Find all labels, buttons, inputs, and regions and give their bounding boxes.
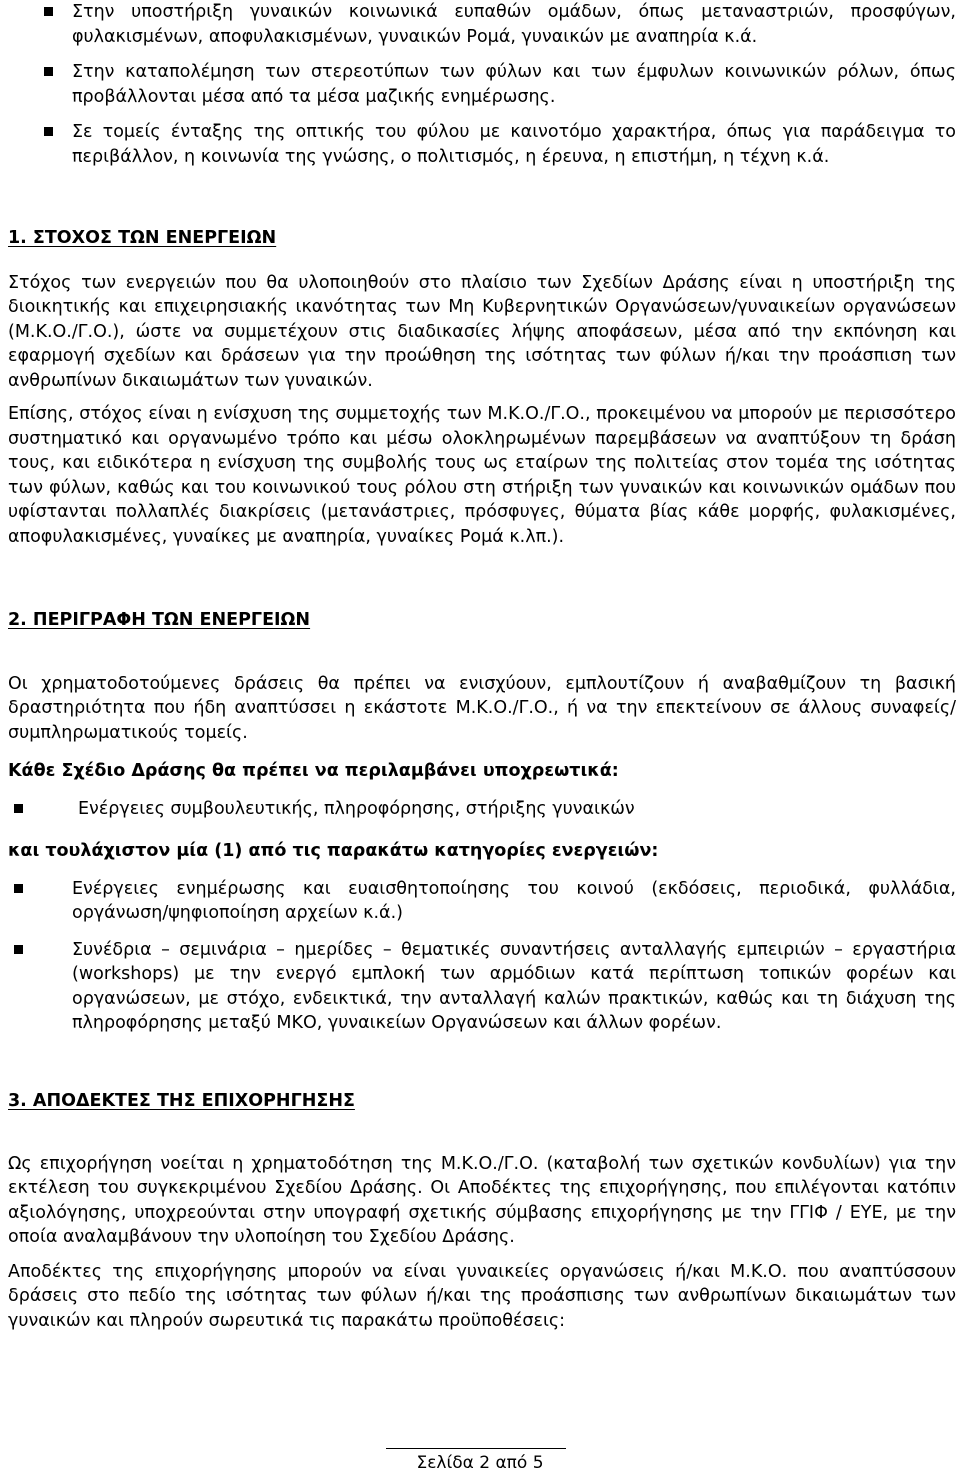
section-1 [8,226,956,549]
list-item-text: Ενέργειες ενημέρωσης και ευαισθητοποίησης του κοινού (εκδόσεις, περιοδικά, φυλλάδια, οργάνωση/ψηφιοποίηση αρχείων κ.ά.) [72,878,956,923]
bullet-square-icon [44,67,53,76]
paragraph: Στόχος των ενεργειών που θα υλοποιηθούν στο πλαίσιο των Σχεδίων Δράσης είναι η υποστήριξη της διοικητικής και επιχειρησιακής ικανότητας των Μη Κυβερνητικών Οργανώσεων/γυναικείων οργανώσεων (Μ.Κ.Ο./Γ.Ο.), ώστε να συμμετέχουν στις διαδικασίες λήψης αποφάσεων, μέσα από την εκπόνηση και εφαρμογή σχεδίων και δράσεων για την προώθηση της ισότητας των φύλων ή/και την προάσπιση των ανθρωπίνων δικαιωμάτων των γυναικών. [8,272,956,391]
list-item-text: Στην υποστήριξη γυναικών κοινωνικά ευπαθών ομάδων, όπως μεταναστριών, προσφύγων, φυλακισμένων, αποφυλακισμένων, γυναικών Ρομά, γυναικών με αναπηρία κ.ά. [72,2,956,47]
optional-label: και τουλάχιστον μία (1) από τις παρακάτω κατηγορίες ενεργειών: [8,841,659,861]
bullet-square-icon [14,804,23,813]
list-item [72,60,956,109]
paragraph: Επίσης, στόχος είναι η ενίσχυση της συμμετοχής των Μ.Κ.Ο./Γ.Ο., προκειμένου να μπορούν με περισσότερο συστηματικό και οργανωμένο τρόπο και μέσω ολοκληρωμένων παρεμβάσεων να αναπτύξουν τη δράση τους, και ειδικότερα η ενίσχυση της συμβολής τους ως εταίρων της πολιτείας στον τομέα της ισότητας των φύλων, καθώς και του κοινωνικού τους ρόλου στη στήριξη των γυναικών και κοινωνικών ομάδων που υφίστανται πολλαπλές διακρίσεις (μετανάστριες, πρόσφυγες, θύματα βίας κάθε μορφής, φυλακισμένες, αποφυλακισμένες, γυναίκες με αναπηρία, γυναίκες Ρομά κ.λπ.). [8,404,956,547]
list-item-text: Ενέργειες συμβουλευτικής, πληροφόρησης, στήριξης γυναικών [78,798,635,819]
paragraph: Αποδέκτες της επιχορήγησης μπορούν να είναι γυναικείες οργανώσεις ή/και Μ.Κ.Ο. που αναπτύσσουν δράσεις στο πεδίο της ισότητας των φύλων ή/και της προάσπισης των ανθρωπίνων δικαιωμάτων των γυναικών και πληρούν σωρευτικά τις παρακάτω προϋποθέσεις: [8,1261,956,1331]
optional-list [72,877,956,1036]
list-item-text: Συνέδρια – σεμινάρια – ημερίδες – θεματικές συναντήσεις ανταλλαγής εμπειριών – εργαστήρια (workshops) με την ενεργό εμπλοκή των αρμόδιων κατά περίπτωση τοπικών φορέων και οργανώσεων, με στόχο, ενδεικτικά, την ανταλλαγή καλών πρακτικών, καθώς και τη διάχυση της πληροφόρησης μεταξύ ΜΚΟ, γυναικείων Οργανώσεων και άλλων φορέων. [72,939,956,1033]
list-item [78,797,956,822]
paragraph: Οι χρηματοδοτούμενες δράσεις θα πρέπει να ενισχύουν, εμπλουτίζουν ή αναβαθμίζουν τη βασική δραστηριότητα που ήδη αναπτύσσει η εκάστοτε Μ.Κ.Ο./Γ.Ο., ή να την επεκτείνουν σε άλλους συναφείς/συμπληρωματικούς τομείς. [8,673,956,743]
section-heading: 2. ΠΕΡΙΓΡΑΦΗ ΤΩΝ ΕΝΕΡΓΕΙΩΝ [8,610,311,630]
section-2 [8,608,956,1036]
bullet-square-icon [44,127,53,136]
section-3 [8,1089,956,1333]
bullet-square-icon [44,7,53,16]
list-item [72,938,956,1036]
page-number: Σελίδα 2 από 5 [416,1453,544,1473]
footer-divider [386,1448,566,1449]
list-item-text: Στην καταπολέμηση των στερεοτύπων των φύλων και των έμφυλων κοινωνικών ρόλων, όπως προβάλλονται μέσα από τα μέσα μαζικής ενημέρωσης. [72,62,956,107]
paragraph: Ως επιχορήγηση νοείται η χρηματοδότηση της Μ.Κ.Ο./Γ.Ο. (καταβολή των σχετικών κονδυλίων) για την εκτέλεση του συγκεκριμένου Σχεδίου Δράσης. Οι Αποδέκτες της επιχορήγησης, που επιλέγονται κατόπιν αξιολόγησης, υποχρεούνται στην υπογραφή σχετικής σύμβασης επιχορήγησης με την ΓΓΙΦ / ΕΥΕ, με την οποία αναλαμβάνουν την υλοποίηση του Σχεδίου Δράσης. [8,1153,956,1247]
list-item-text: Σε τομείς ένταξης της οπτικής του φύλου με καινοτόμο χαρακτήρα, όπως για παράδειγμα το περιβάλλον, η κοινωνία της γνώσης, ο πολιτισμός, η έρευνα, η επιστήμη, η τέχνη κ.ά. [72,122,956,167]
bullet-square-icon [14,945,23,954]
section-heading: 1. ΣΤΟΧΟΣ ΤΩΝ ΕΝΕΡΓΕΙΩΝ [8,228,277,248]
section-heading: 3. ΑΠΟΔΕΚΤΕΣ ΤΗΣ ΕΠΙΧΟΡΗΓΗΣΗΣ [8,1091,355,1111]
mandatory-list [78,797,956,822]
bullet-square-icon [14,884,23,893]
top-bullet-list [44,0,956,169]
list-item [72,877,956,926]
list-item [72,0,956,49]
list-item [72,120,956,169]
mandatory-label: Κάθε Σχέδιο Δράσης θα πρέπει να περιλαμβάνει υποχρεωτικά: [8,761,619,781]
